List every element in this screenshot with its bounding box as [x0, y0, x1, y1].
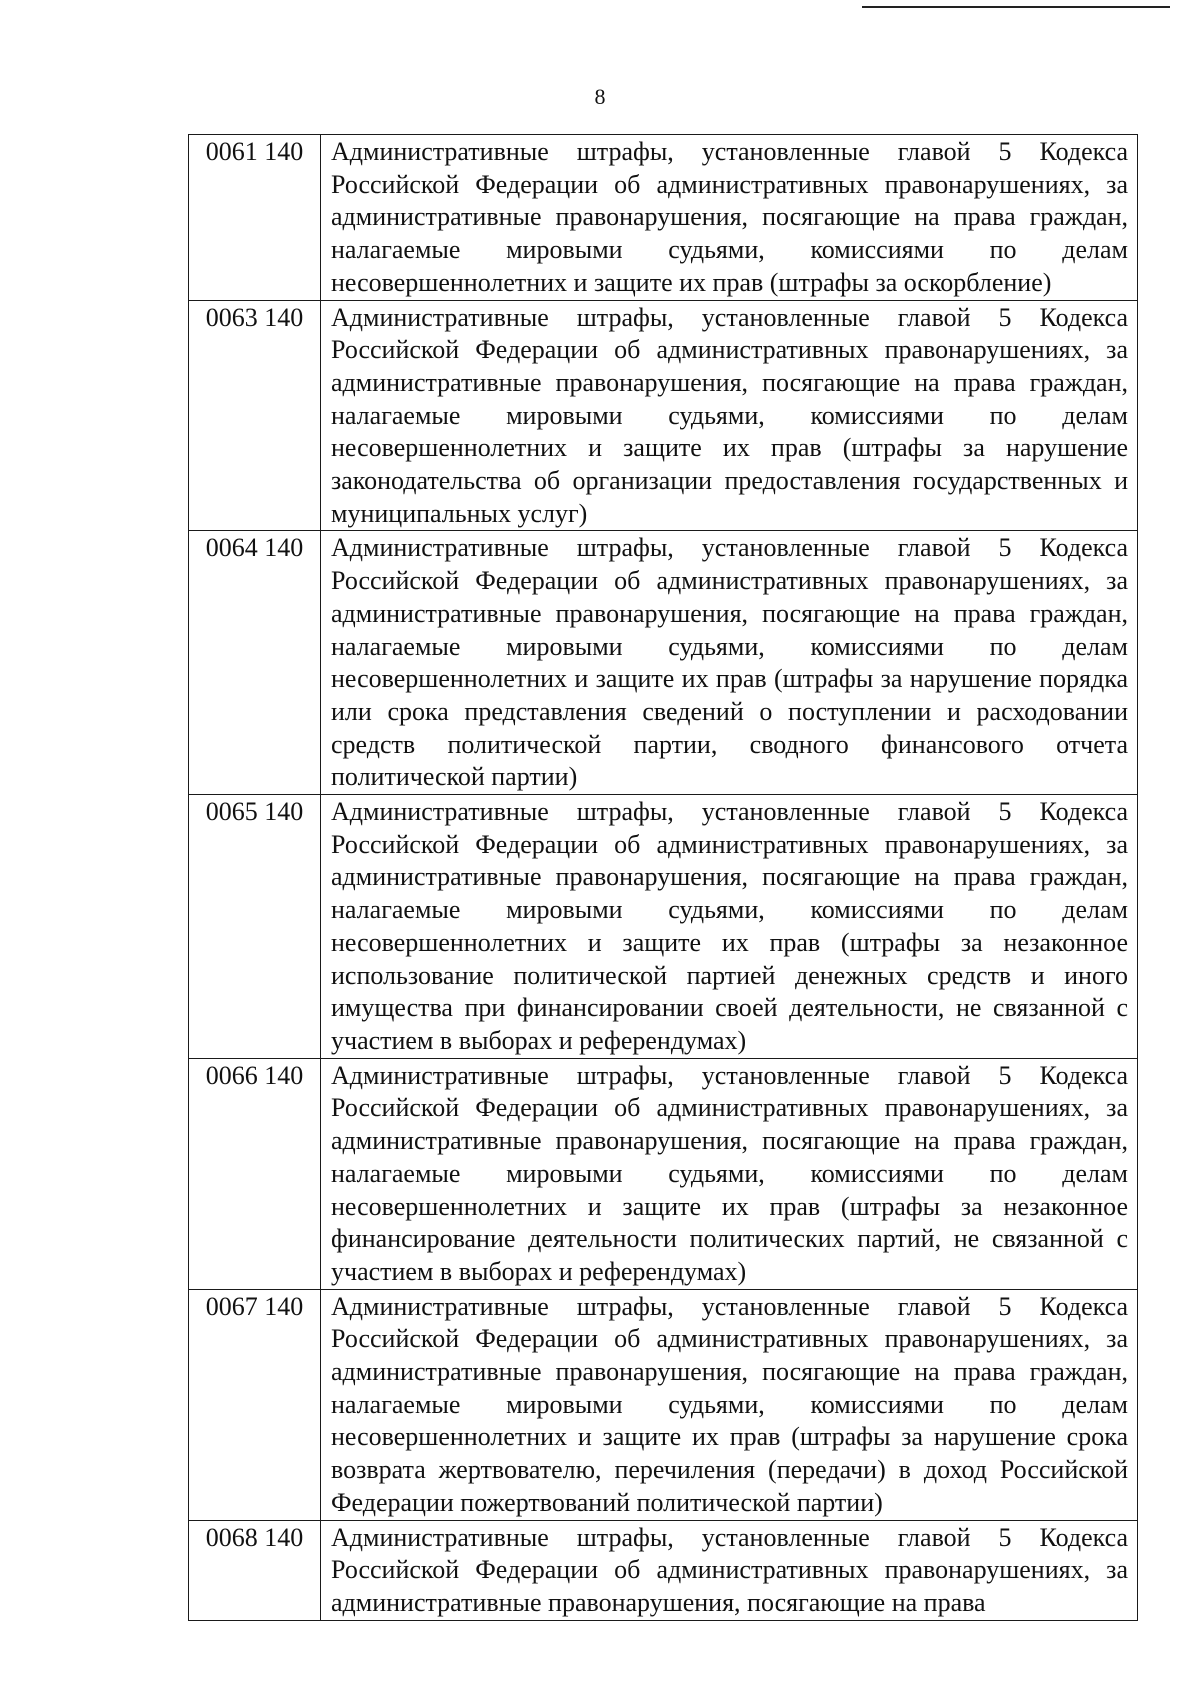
budget-codes-table	[188, 134, 1138, 1621]
table-row	[189, 795, 1138, 1059]
description-cell: Административные штрафы, установленные главой 5 Кодекса Российской Федерации об административных правонарушениях, за административные правонарушения, посягающие на права граждан, налагаемые мировыми судьями, комиссиями по делам несовершеннолетних и защите их прав (штрафы за незаконное финансирование деятельности политических партий, не связанной с участием в выборах и референдумах)	[321, 1058, 1138, 1289]
code-cell: 0063 140	[189, 300, 321, 531]
description-cell: Административные штрафы, установленные главой 5 Кодекса Российской Федерации об административных правонарушениях, за административные правонарушения, посягающие на права	[321, 1520, 1138, 1620]
code-cell: 0066 140	[189, 1058, 321, 1289]
description-cell: Административные штрафы, установленные главой 5 Кодекса Российской Федерации об административных правонарушениях, за административные правонарушения, посягающие на права граждан, налагаемые мировыми судьями, комиссиями по делам несовершеннолетних и защите их прав (штрафы за оскорбление)	[321, 135, 1138, 301]
code-cell: 0065 140	[189, 795, 321, 1059]
code-cell: 0067 140	[189, 1289, 321, 1520]
description-cell: Административные штрафы, установленные главой 5 Кодекса Российской Федерации об административных правонарушениях, за административные правонарушения, посягающие на права граждан, налагаемые мировыми судьями, комиссиями по делам несовершеннолетних и защите их прав (штрафы за нарушение законодательства об организации предоставления государственных и муниципальных услуг)	[321, 300, 1138, 531]
table-row	[189, 531, 1138, 795]
description-cell: Административные штрафы, установленные главой 5 Кодекса Российской Федерации об административных правонарушениях, за административные правонарушения, посягающие на права граждан, налагаемые мировыми судьями, комиссиями по делам несовершеннолетних и защите их прав (штрафы за нарушение порядка или срока представления сведений о поступлении и расходовании средств политической партии, сводного финансового отчета политической партии)	[321, 531, 1138, 795]
code-cell: 0061 140	[189, 135, 321, 301]
table-row	[189, 1058, 1138, 1289]
page-number: 8	[594, 84, 606, 109]
top-scan-rule	[862, 6, 1170, 8]
table-row	[189, 1289, 1138, 1520]
table-row	[189, 300, 1138, 531]
table-row	[189, 135, 1138, 301]
code-cell: 0064 140	[189, 531, 321, 795]
description-cell: Административные штрафы, установленные главой 5 Кодекса Российской Федерации об административных правонарушениях, за административные правонарушения, посягающие на права граждан, налагаемые мировыми судьями, комиссиями по делам несовершеннолетних и защите их прав (штрафы за нарушение срока возврата жертвователю, перечиления (передачи) в доход Российской Федерации пожертвований политической партии)	[321, 1289, 1138, 1520]
table-row	[189, 1520, 1138, 1620]
description-cell: Административные штрафы, установленные главой 5 Кодекса Российской Федерации об административных правонарушениях, за административные правонарушения, посягающие на права граждан, налагаемые мировыми судьями, комиссиями по делам несовершеннолетних и защите их прав (штрафы за незаконное использование политической партией денежных средств и иного имущества при финансировании своей деятельности, не связанной с участием в выборах и референдумах)	[321, 795, 1138, 1059]
code-cell: 0068 140	[189, 1520, 321, 1620]
